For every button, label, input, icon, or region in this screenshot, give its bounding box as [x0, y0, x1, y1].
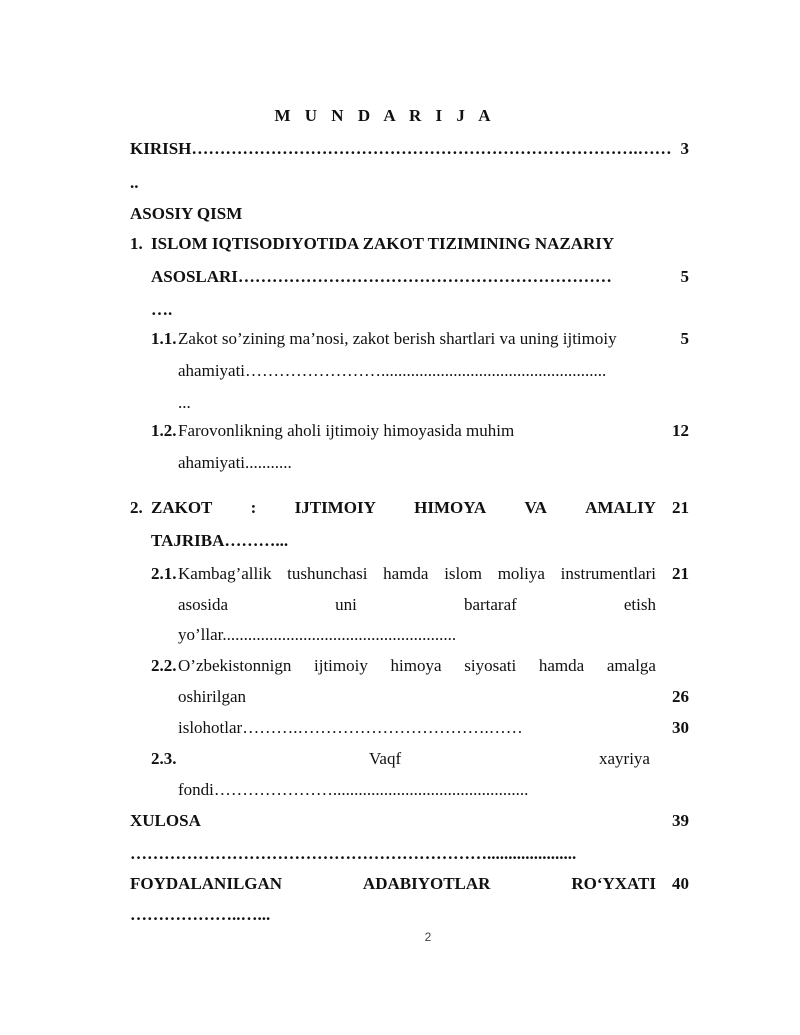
title-word: hamda — [538, 656, 585, 675]
page-title: M U N D A R I J A — [274, 106, 496, 125]
toc-dots-continued: ………………………………………………………..................... — [130, 844, 577, 863]
title-word: himoya — [390, 656, 442, 675]
toc-dots-continued: …. — [151, 300, 173, 319]
title-word: VA — [524, 498, 547, 517]
title-word: HIMOYA — [414, 498, 487, 517]
title-word: etish — [623, 595, 656, 614]
title-word: ijtimoiy — [314, 656, 368, 675]
chapter-number-1: 1. — [130, 234, 143, 253]
page-number: 2 — [424, 930, 432, 944]
title-word: IJTIMOIY — [294, 498, 376, 517]
toc-page-section-2-2: 26 — [672, 687, 689, 706]
section-1-2-title-line1[interactable]: Farovonlikning aholi ijtimoiy himoyasida muhim — [178, 421, 515, 440]
toc-page-section-2-1: 21 — [672, 564, 689, 583]
section-number-1-1: 1.1. — [151, 329, 177, 348]
section-1-2-title-line2[interactable]: ahamiyati........... — [178, 453, 292, 472]
title-word: amalga — [606, 656, 656, 675]
toc-entry-foydalanilgan[interactable] — [130, 873, 656, 895]
toc-entry-kirish[interactable] — [130, 138, 672, 160]
title-word: RO‘YXATI — [571, 874, 656, 893]
section-2-3-word[interactable]: xayriya — [599, 749, 650, 768]
title-word: asosida — [178, 595, 229, 614]
toc-page-section-1-1: 5 — [680, 329, 689, 348]
section-2-1-title-line3[interactable]: yo’llar....................................................... — [178, 625, 457, 644]
section-number-2-1: 2.1. — [151, 564, 177, 583]
section-number-2-3: 2.3. — [151, 749, 177, 768]
section-2-2-title-line2[interactable]: oshirilgan — [178, 687, 246, 706]
toc-dots-continued: .. — [130, 173, 139, 192]
toc-page-section-2-3: 30 — [672, 718, 689, 737]
toc-entry-xulosa[interactable]: XULOSA — [130, 811, 201, 830]
title-word: ZAKOT — [151, 498, 213, 517]
section-1-1-title-line1[interactable]: Zakot so’zining ma’nosi, zakot berish shartlari va uning ijtimoiy — [178, 329, 617, 348]
title-word: bartaraf — [463, 595, 517, 614]
section-heading-asosiy: ASOSIY QISM — [130, 204, 243, 223]
title-word: AMALIY — [585, 498, 656, 517]
chapter-1-title-line2[interactable]: ASOSLARI………………………………………………………… — [151, 267, 612, 286]
section-2-3-word[interactable]: Vaqf — [369, 749, 402, 768]
toc-page-chapter-1: 5 — [680, 267, 689, 286]
section-2-2-title-line3[interactable]: islohotlar……….…………………………….…… — [178, 718, 523, 737]
toc-page-kirish: 3 — [680, 139, 689, 158]
section-number-1-2: 1.2. — [151, 421, 177, 440]
chapter-1-title-line1[interactable]: ISLOM IQTISODIYOTIDA ZAKOT TIZIMINING NAZARIY — [151, 234, 615, 253]
toc-label: KIRISH — [130, 139, 192, 158]
chapter-2-title-line1[interactable] — [151, 497, 656, 519]
title-word: O’zbekistonnign — [178, 656, 292, 675]
chapter-number-2: 2. — [130, 498, 143, 517]
title-word: ADABIYOTLAR — [362, 874, 491, 893]
toc-page-xulosa: 39 — [672, 811, 689, 830]
toc-page-section-1-2: 12 — [672, 421, 689, 440]
toc-dots-continued: ………………..…... — [130, 905, 271, 924]
toc-page-foydalanilgan: 40 — [672, 874, 689, 893]
toc-page-chapter-2: 21 — [672, 498, 689, 517]
chapter-2-title-line2[interactable]: TAJRIBA………... — [151, 531, 289, 550]
title-word: FOYDALANILGAN — [130, 874, 283, 893]
section-1-1-title-line2[interactable]: ahamiyati……………………..................................................... — [178, 361, 607, 380]
section-2-3-title-line2[interactable]: fondi………………….............................................. — [178, 780, 529, 799]
title-word: siyosati — [464, 656, 517, 675]
toc-dots-continued: ... — [178, 393, 191, 412]
toc-dots: …………………………………………………………………….…… — [191, 139, 672, 158]
title-word: uni — [335, 595, 357, 614]
section-2-2-title-line1[interactable] — [178, 655, 656, 677]
section-number-2-2: 2.2. — [151, 656, 177, 675]
title-word: : — [250, 498, 257, 517]
section-2-1-title-line1[interactable]: Kambag’allik tushunchasi hamda islom moliya instrumentlari — [178, 564, 656, 583]
section-2-1-title-line2[interactable] — [178, 594, 656, 616]
